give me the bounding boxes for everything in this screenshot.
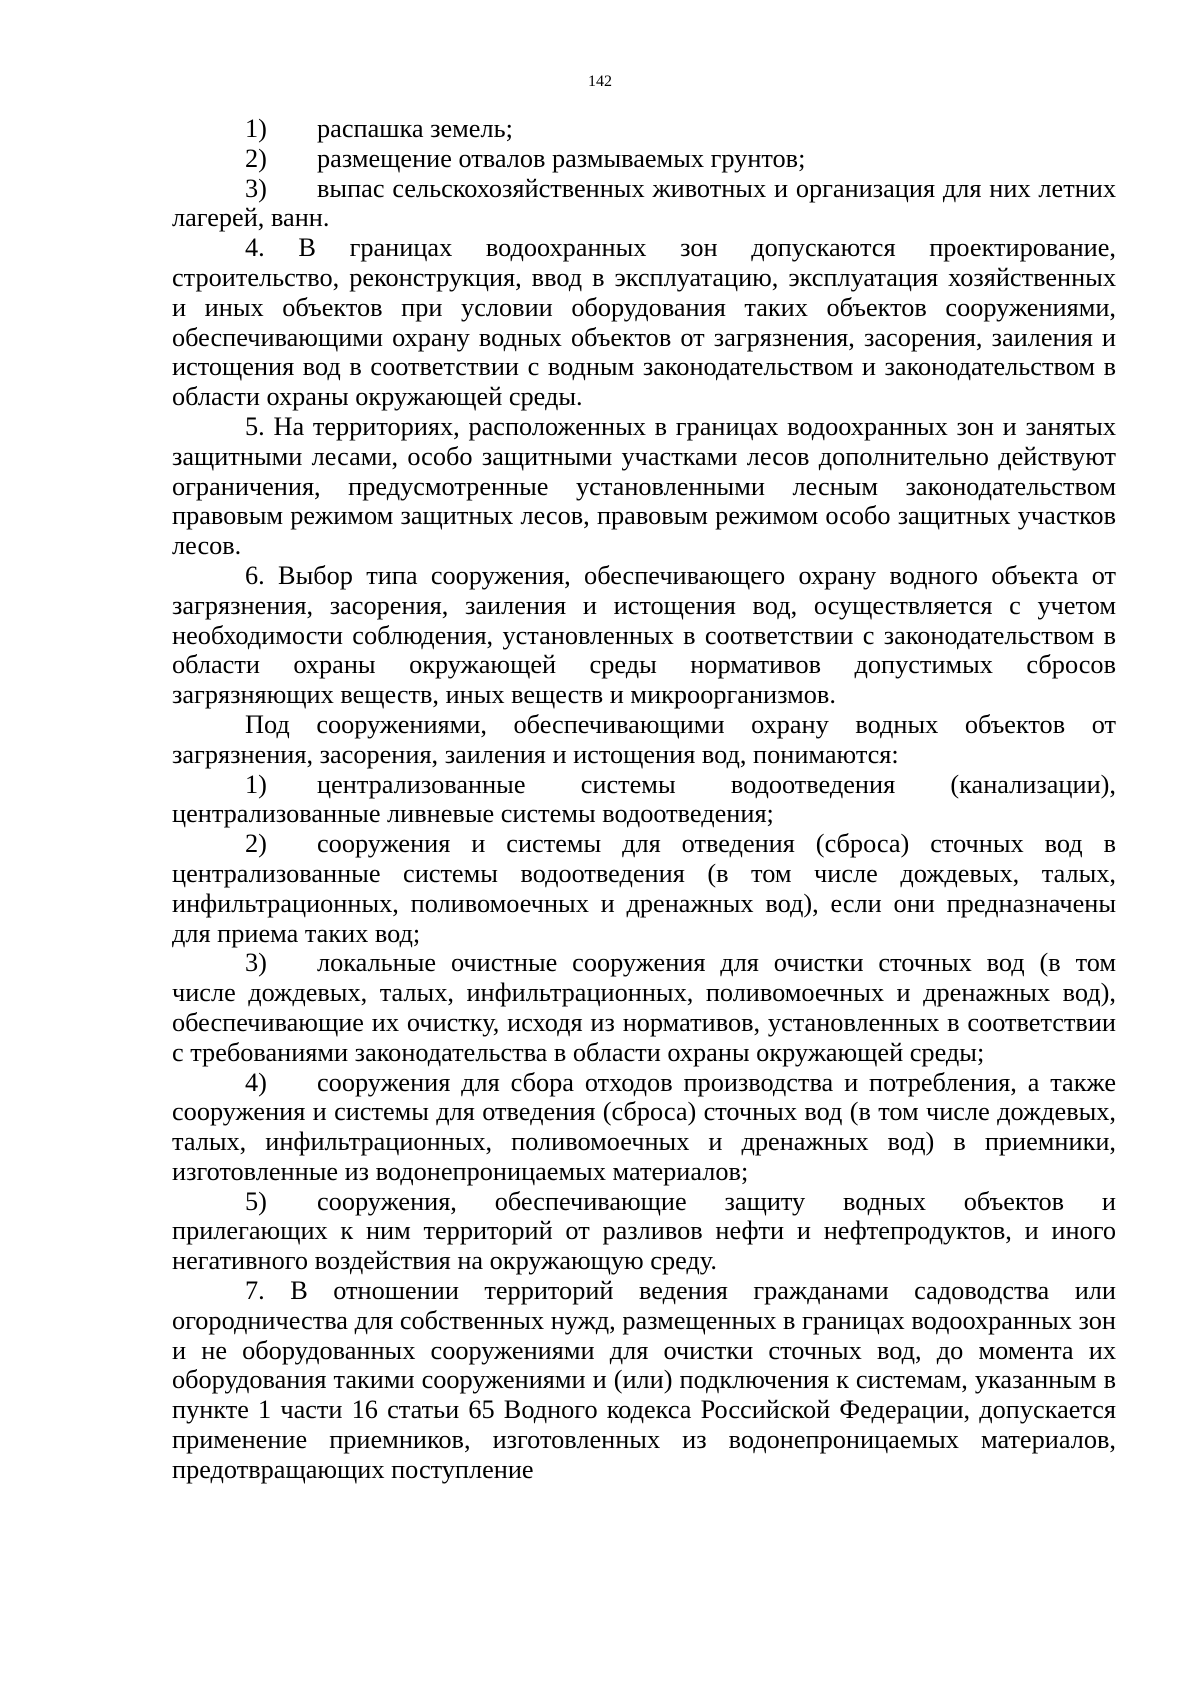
- list-item-text: сооружения для сбора отходов производства и потребления, а также сооружения и системы для отведения (сброса) сточных вод (в том числе дождевых, талых, инфильтрационных, поливомоечных и дренажных вод) в приемники, изготовленные из водонепроницаемых материалов;: [172, 1067, 1116, 1186]
- list-item-text: размещение отвалов размываемых грунтов;: [317, 143, 806, 173]
- list-item-number: 1): [245, 114, 267, 143]
- list-item: [172, 948, 1116, 1067]
- list-item-text: распашка земель;: [317, 114, 513, 143]
- list-item-number: 3): [245, 948, 267, 978]
- list-item-text: сооружения и системы для отведения (сброса) сточных вод в централизованные системы водоотведения (в том числе дождевых, талых, инфильтрационных, поливомоечных и дренажных вод), если они предназначены для приема таких вод;: [172, 829, 1116, 948]
- list-item-text: сооружения, обеспечивающие защиту водных объектов и прилегающих к ним территорий от разливов нефти и нефтепродуктов, и иного негативного воздействия на окружающую среду.: [172, 1186, 1116, 1276]
- page-number: 142: [588, 73, 612, 90]
- paragraph: 4. В границах водоохранных зон допускаются проектирование, строительство, реконструкция, ввод в эксплуатацию, эксплуатация хозяйственных и иных объектов при условии оборудования таких объектов сооружениями, обеспечивающими охрану водных объектов от загрязнения, засорения, заиления и истощения вод в соответствии с водным законодательством и законодательством в области охраны окружающей среды.: [172, 233, 1116, 412]
- paragraph: Под сооружениями, обеспечивающими охрану водных объектов от загрязнения, засорения, заиления и истощения вод, понимаются:: [172, 709, 1116, 769]
- list-item: [172, 114, 1116, 144]
- list-item-text: выпас сельскохозяйственных животных и организация для них летних лагерей, ванн.: [172, 173, 1116, 233]
- list-item-number: 2): [245, 829, 267, 859]
- list-item: [172, 829, 1116, 948]
- paragraph: 6. Выбор типа сооружения, обеспечивающего охрану водного объекта от загрязнения, засорения, заиления и истощения вод, осуществляется с учетом необходимости соблюдения, установленных в соответствии с законодательством в области охраны окружающей среды нормативов допустимых сбросов загрязняющих веществ, иных веществ и микроорганизмов.: [172, 560, 1116, 710]
- list-item-number: 1): [245, 769, 267, 799]
- list-item: [172, 144, 1116, 174]
- list-item: [172, 174, 1116, 234]
- list-item: [172, 1068, 1116, 1187]
- document-body: [172, 114, 1116, 1485]
- paragraph: 7. В отношении территорий ведения гражданами садоводства или огородничества для собственных нужд, размещенных в границах водоохранных зон и не оборудованных сооружениями для очистки сточных вод, до момента их оборудования такими сооружениями и (или) подключения к системам, указанным в пункте 1 части 16 статьи 65 Водного кодекса Российской Федерации, допускается применение приемников, изготовленных из водонепроницаемых материалов, предотвращающих поступление: [172, 1276, 1116, 1484]
- list-item-text: централизованные системы водоотведения (канализации), централизованные ливневые системы водоотведения;: [172, 769, 1116, 829]
- list-item-number: 5): [245, 1186, 267, 1216]
- list-item-number: 4): [245, 1067, 267, 1097]
- list-item: [172, 1187, 1116, 1276]
- list-item-number: 2): [245, 143, 267, 173]
- list-item-text: локальные очистные сооружения для очистки сточных вод (в том числе дождевых, талых, инфильтрационных, поливомоечных и дренажных вод), обеспечивающие их очистку, исходя из нормативов, установленных в соответствии с требованиями законодательства в области охраны окружающей среды;: [172, 948, 1116, 1067]
- list-item: [172, 770, 1116, 830]
- paragraph: 5. На территориях, расположенных в границах водоохранных зон и занятых защитными лесами, особо защитными участками лесов дополнительно действуют ограничения, предусмотренные установленными лесным законодательством правовым режимом защитных лесов, правовым режимом особо защитных участков лесов.: [172, 411, 1116, 561]
- list-item-number: 3): [245, 173, 267, 203]
